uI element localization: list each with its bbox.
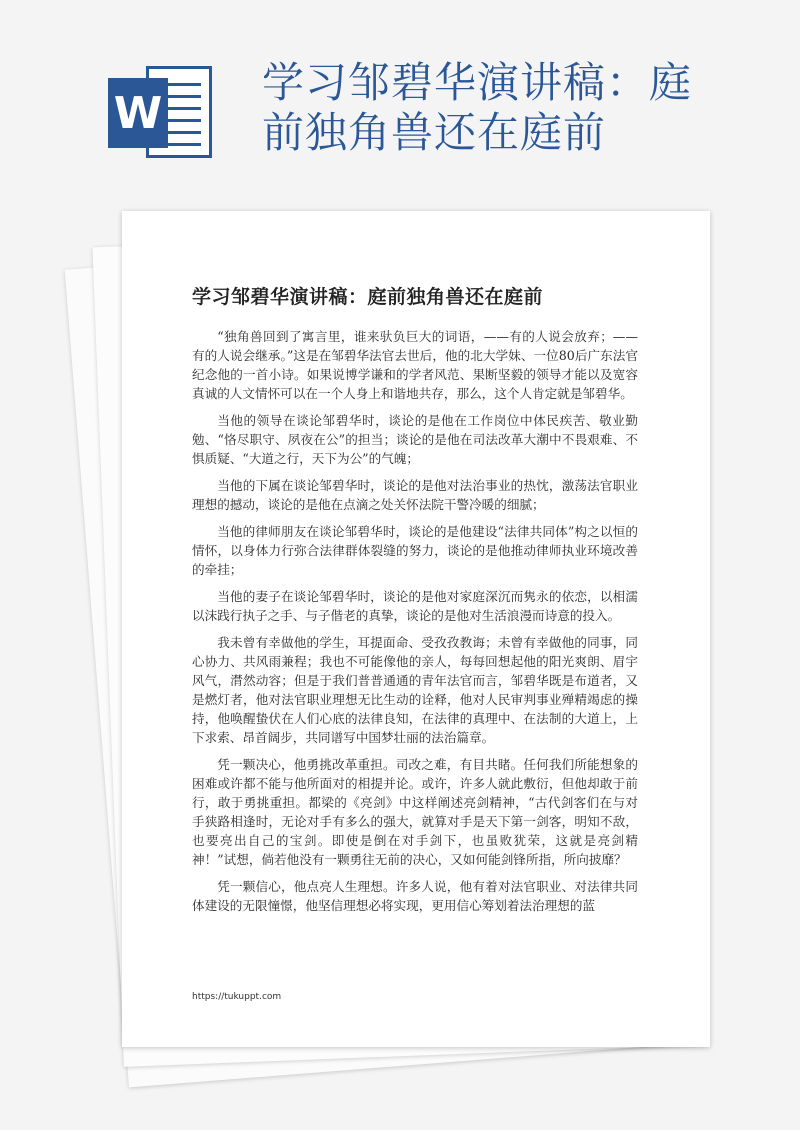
paragraph: 我未曾有幸做他的学生，耳提面命、受孜孜教诲；未曾有幸做他的同事，同心协力、共风雨兼程；我也不可能像他的亲人，每每回想起他的阳光爽朗、眉宇风气，潸然动容；但是于我们普普通通的青年法官而言，邹碧华既是布道者，又是燃灯者，他对法官职业理想无比生动的诠释，他对人民审判事业殚精竭虑的操持，他唤醒蛰伏在人们心底的法律良知，在法律的真理中、在法制的大道上，上下求索、昂首阔步，共同谱写中国梦壮丽的法治篇章。 [192, 635, 638, 745]
document-title: 学习邹碧华演讲稿：庭前独角兽还在庭前 [192, 286, 544, 308]
paragraph: 当他的领导在谈论邹碧华时，谈论的是他在工作岗位中体民疾苦、敬业勤勉、“恪尽职守、夙夜在公”的担当；谈论的是他在司法改革大潮中不畏艰难、不惧质疑、“大道之行，天下为公”的气魄； [192, 413, 638, 466]
footer-url[interactable]: https://tukuppt.com [192, 992, 282, 1002]
document-page [122, 211, 710, 1047]
paragraph: 当他的妻子在谈论邹碧华时，谈论的是他对家庭深沉而隽永的依恋，以相濡以沫践行执子之手、与子偕老的真挚，谈论的是他对生活浪漫而诗意的投入。 [192, 589, 638, 623]
paragraph: 当他的律师朋友在谈论邹碧华时，谈论的是他建设“法律共同体”构之以恒的情怀，以身体力行弥合法律群体裂缝的努力，谈论的是他推动律师执业环境改善的牵挂； [192, 524, 638, 577]
page-title: 学习邹碧华演讲稿：庭前独角兽还在庭前 [262, 58, 693, 157]
paragraph: “独角兽回到了寓言里，谁来驮负巨大的词语，——有的人说会放弃；——有的人说会继承。”这是在邹碧华法官去世后，他的北大学妹、一位80后广东法官纪念他的一首小诗。如果说博学谦和的学者风范、果断坚毅的领导才能以及宽容真诚的人文情怀可以在一个人身上和谐地共存，那么，这个人肯定就是邹碧华。 [192, 329, 638, 401]
paragraph: 当他的下属在谈论邹碧华时，谈论的是他对法治事业的热忱，激荡法官职业理想的撼动，谈论的是他在点滴之处关怀法院干警冷暖的细腻； [192, 478, 638, 512]
paragraph: 凭一颗决心，他勇挑改革重担。司改之难，有目共睹。任何我们所能想象的困难或许都不能与他所面对的相提并论。或许，许多人就此敷衍，但他却敢于前行，敢于勇挑重担。都梁的《亮剑》中这样阐述亮剑精神，“古代剑客们在与对手狭路相逢时，无论对手有多么的强大，就算对手是天下第一剑客，明知不敌，也要亮出自己的宝剑。即使是倒在对手剑下，也虽败犹荣，这就是亮剑精神！”试想，倘若他没有一颗勇往无前的决心，又如何能剑锋所指，所向披靡？ [192, 757, 638, 867]
document-body [192, 327, 638, 923]
word-logo-letter: W [108, 78, 168, 148]
header [0, 0, 800, 200]
word-document-icon [108, 66, 212, 158]
paragraph: 凭一颗信心，他点亮人生理想。许多人说，他有着对法官职业、对法律共同体建设的无限憧憬，他坚信理想必将实现，更用信心筹划着法治理想的蓝 [192, 879, 638, 913]
